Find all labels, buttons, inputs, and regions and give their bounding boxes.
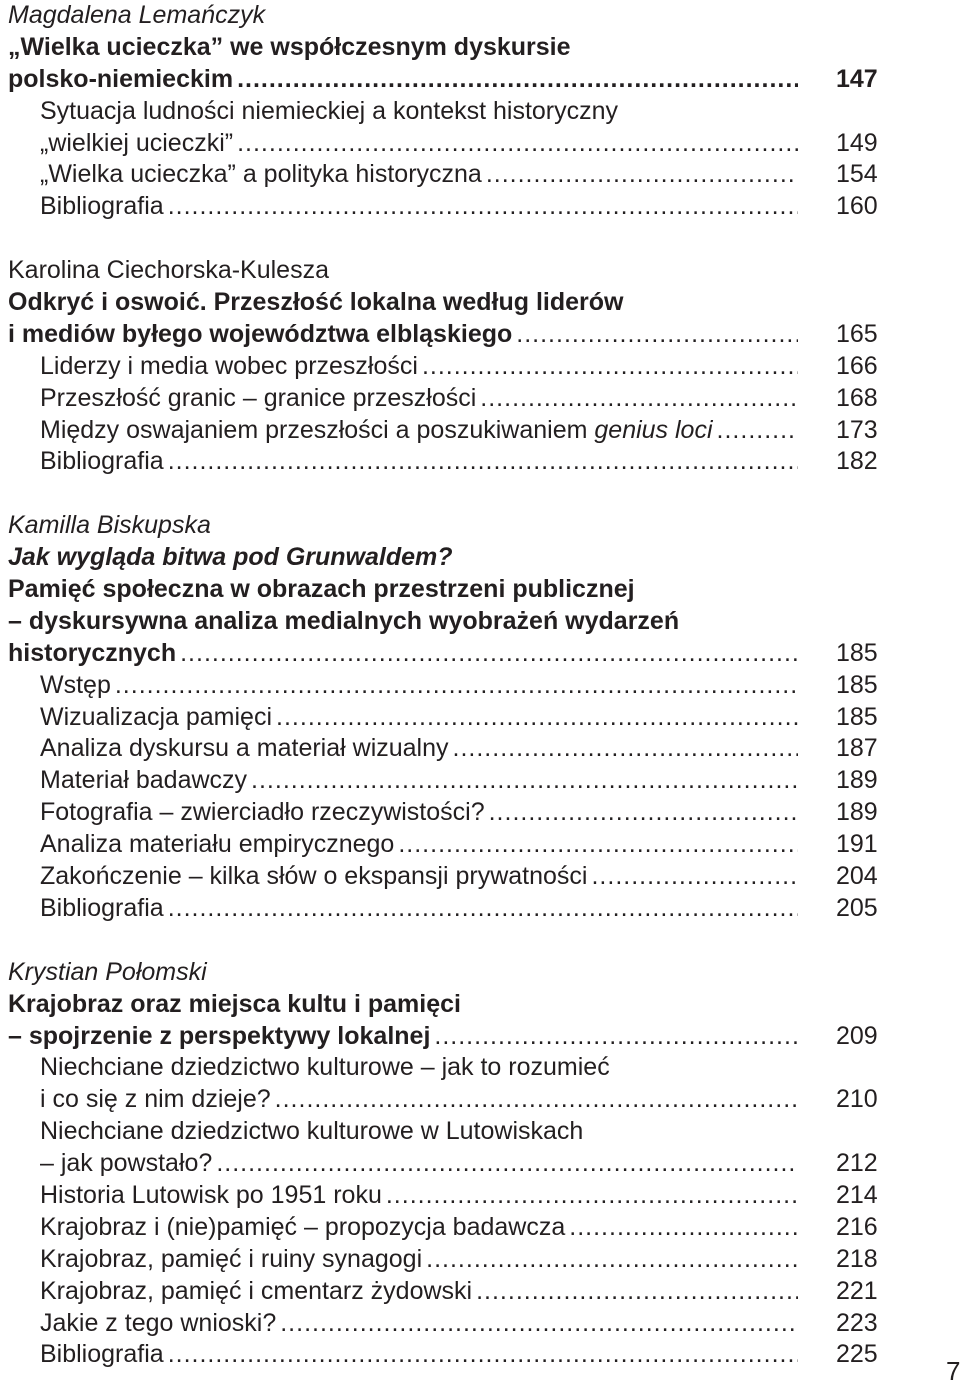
page-ref: 225 [836,1340,878,1369]
toc-article [0,0,960,223]
dot-leader [482,159,798,191]
toc-section: Sytuacja ludności niemieckiej a kontekst historyczny [40,96,619,125]
toc-section[interactable]: Materiał badawczy ..... 189 [0,765,960,797]
page-ref: 168 [836,383,878,412]
article-author: Magdalena Lemańczyk [8,1,266,29]
dot-leader [164,1339,798,1371]
dot-leader [472,1276,798,1308]
page-ref: 185 [836,702,878,731]
toc-section[interactable]: Analiza dyskursu a materiał wizualny ..... 187 [0,733,960,765]
page-ref: 189 [836,766,878,795]
toc-section[interactable]: Wizualizacja pamięci ..... 185 [0,702,960,734]
dot-leader [565,1212,798,1244]
page-ref: 204 [836,862,878,891]
dot-leader [587,861,798,893]
dot-leader [422,1244,798,1276]
page-ref: 216 [836,1212,878,1241]
toc-article [0,957,960,1372]
article-title: – dyskursywna analiza medialnych wyobrażeń wydarzeń [8,606,680,635]
dot-leader [271,1084,798,1116]
dot-leader [418,351,798,383]
toc-section[interactable]: Bibliografia ..... 160 [0,191,960,223]
page-ref: 218 [836,1244,878,1273]
page-ref: 214 [836,1180,878,1209]
page-ref: 210 [836,1085,878,1114]
article-title[interactable]: – spojrzenie z perspektywy lokalnej ..... 209 [0,1021,960,1053]
toc-section[interactable]: „wielkiej ucieczki” ..... 149 [0,128,960,160]
toc-section[interactable]: Między oswajaniem przeszłości a poszukiwaniem genius loci ..... 173 [0,415,960,447]
page-ref: 147 [836,64,878,93]
page-ref: 205 [836,893,878,922]
toc-section[interactable]: Bibliografia ..... 205 [0,893,960,925]
page-ref: 165 [836,319,878,348]
dot-leader [276,1308,798,1340]
page-ref: 221 [836,1276,878,1305]
toc-section[interactable]: – jak powstało? ..... 212 [0,1148,960,1180]
toc-section: Niechciane dziedzictwo kulturowe – jak to rozumieć [40,1053,610,1082]
toc-section[interactable]: Krajobraz, pamięć i cmentarz żydowski ..... 221 [0,1276,960,1308]
toc-section[interactable]: Przeszłość granic – granice przeszłości ..... 168 [0,383,960,415]
italic-term: genius loci [594,415,713,444]
dot-leader [164,191,798,223]
toc-section[interactable]: Fotografia – zwierciadło rzeczywistości? ..... 189 [0,797,960,829]
dot-leader [233,128,798,160]
page-ref: 209 [836,1021,878,1050]
page-ref: 182 [836,447,878,476]
page-ref: 166 [836,351,878,380]
page-ref: 160 [836,192,878,221]
article-author: Krystian Połomski [8,957,207,986]
article-title: Pamięć społeczna w obrazach przestrzeni publicznej [8,575,635,604]
page-number: 7 [946,1356,960,1386]
toc-section[interactable]: Liderzy i media wobec przeszłości ..... 166 [0,351,960,383]
article-title: Odkryć i oswoić. Przeszłość lokalna według liderów [8,288,624,317]
toc-section[interactable]: Krajobraz i (nie)pamięć – propozycja badawcza ..... 216 [0,1212,960,1244]
page-ref: 185 [836,670,878,699]
toc-section[interactable]: Analiza materiału empirycznego ..... 191 [0,829,960,861]
dot-leader [164,446,798,478]
article-title[interactable]: historycznych ..... 185 [0,638,960,670]
dot-leader [176,638,798,670]
dot-leader [164,893,798,925]
toc-section[interactable]: Wstęp ..... 185 [0,670,960,702]
dot-leader [394,829,798,861]
article-title[interactable]: i mediów byłego województwa elbląskiego ..... 165 [0,319,960,351]
toc-section[interactable]: Jakie z tego wnioski? ..... 223 [0,1308,960,1340]
dot-leader [247,765,798,797]
dot-leader [272,702,798,734]
toc-section[interactable]: Historia Lutowisk po 1951 roku ..... 214 [0,1180,960,1212]
article-author: Kamilla Biskupska [8,511,211,540]
page-ref: 185 [836,638,878,667]
dot-leader [212,1148,798,1180]
spacer [0,925,960,957]
page-ref: 212 [836,1149,878,1178]
article-author: Karolina Ciechorska-Kulesza [8,256,329,285]
page-ref: 189 [836,798,878,827]
toc-article [0,255,960,478]
article-title[interactable]: polsko-niemieckim ..... 147 [0,64,960,96]
dot-leader [476,383,798,415]
dot-leader [430,1021,798,1053]
spacer [0,223,960,255]
page-ref: 173 [836,415,878,444]
toc-section[interactable]: „Wielka ucieczka” a polityka historyczna ..... 154 [0,159,960,191]
article-subtitle: Jak wygląda bitwa pod Grunwaldem? [8,543,453,572]
dot-leader [111,670,798,702]
toc-section[interactable]: Bibliografia ..... 182 [0,446,960,478]
toc-section[interactable]: i co się z nim dzieje? ..... 210 [0,1084,960,1116]
toc-section[interactable]: Zakończenie – kilka słów o ekspansji prywatności ..... 204 [0,861,960,893]
toc-article [0,510,960,925]
page-ref: 187 [836,734,878,763]
spacer [0,478,960,510]
dot-leader [512,319,798,351]
toc-section[interactable]: Bibliografia ..... 225 [0,1339,960,1371]
page-ref: 223 [836,1308,878,1337]
page-ref: 154 [836,160,878,189]
page-ref: 191 [836,830,878,859]
dot-leader [713,415,798,447]
dot-leader [449,733,798,765]
dot-leader [233,64,798,96]
toc-section[interactable]: Krajobraz, pamięć i ruiny synagogi ..... 218 [0,1244,960,1276]
page-ref: 149 [836,128,878,157]
toc-section: Niechciane dziedzictwo kulturowe w Lutowiskach [40,1117,584,1146]
dot-leader [485,797,798,829]
article-title: „Wielka ucieczka” we współczesnym dyskursie [8,32,571,61]
dot-leader [382,1180,798,1212]
article-title: Krajobraz oraz miejsca kultu i pamięci [8,989,461,1018]
